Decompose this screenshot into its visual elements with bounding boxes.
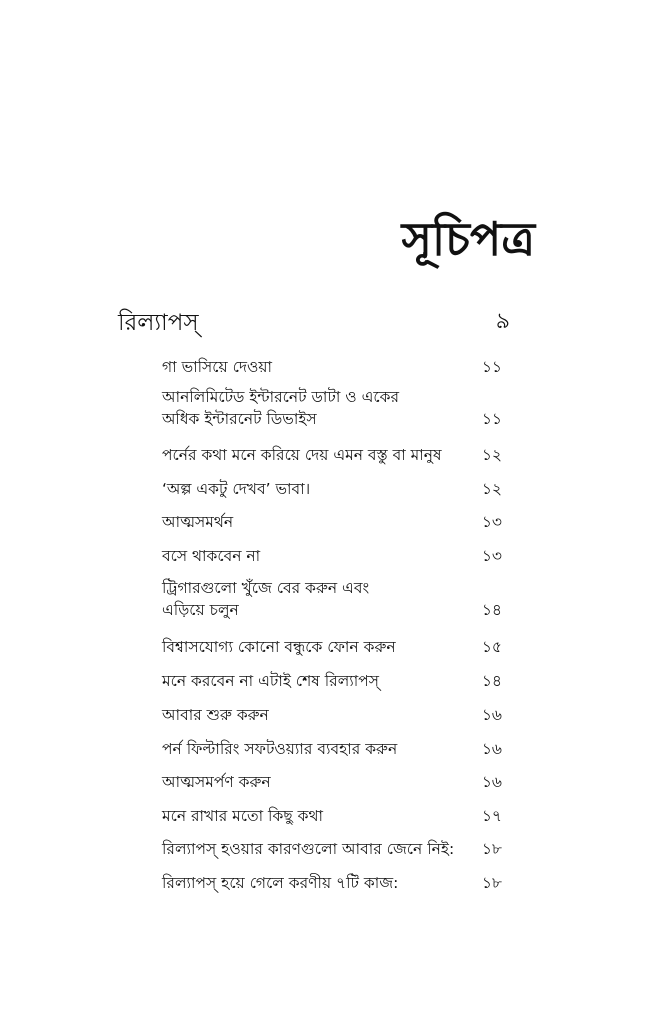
toc-entry-label: আনলিমিটেড ইন্টারনেট ডাটা ও একের অধিক ইন্টারনেট ডিভাইস (162, 388, 399, 428)
toc-entry (162, 478, 502, 500)
toc-entry-label: মনে করবেন না এটাই শেষ রিল্যাপস্ (162, 672, 380, 690)
toc-entry-label: আত্মসমর্থন (162, 513, 234, 531)
toc-entry-label: আত্মসমর্পণ করুন (162, 773, 271, 791)
toc-chapter-heading (118, 304, 510, 338)
toc-entry-page: ১৬ (481, 740, 502, 758)
toc-entry (162, 511, 502, 533)
page-title: সূচিপত্র (401, 212, 535, 266)
toc-entry-label: রিল্যাপস্ হওয়ার কারণগুলো আবার জেনে নিই: (162, 840, 455, 858)
toc-entry-page: ১৬ (481, 773, 502, 791)
toc-entry (162, 444, 502, 466)
toc-entry-label: রিল্যাপস্ হয়ে গেলে করণীয় ৭টি কাজ: (162, 874, 399, 892)
toc-entry-page: ১২ (481, 446, 502, 464)
toc-entry (162, 872, 502, 894)
toc-entry-label: পর্ন ফিল্টারিং সফটওয়্যার ব্যবহার করুন (162, 740, 398, 758)
toc-entry-page: ১৩ (481, 547, 502, 565)
toc-entry-page: ১৮ (481, 840, 502, 858)
toc-entry-label: গা ভাসিয়ে দেওয়া (162, 358, 273, 376)
toc-entry-page: ১৫ (481, 638, 502, 656)
toc-entry-page: ১২ (481, 480, 502, 498)
toc-entry (162, 838, 502, 860)
toc-entry-label: মনে রাখার মতো কিছু কথা (162, 807, 324, 825)
toc-entry-label: ট্রিগারগুলো খুঁজে বের করুন এবং এড়িয়ে চলুন (162, 579, 370, 619)
toc-entry-label: আবার শুরু করুন (162, 706, 269, 724)
toc-entry-page: ১৬ (481, 706, 502, 724)
toc-entry (162, 738, 502, 760)
toc-entry-page: ১৩ (481, 513, 502, 531)
toc-entry (162, 577, 502, 621)
toc-entry (162, 356, 502, 378)
toc-entry-label: ‘অল্প একটু দেখব’ ভাবা। (162, 480, 311, 498)
toc-entry (162, 805, 502, 827)
chapter-page-number: ৯ (495, 309, 510, 334)
toc-entry-page: ১১ (481, 358, 502, 376)
chapter-label: রিল্যাপস্ (118, 310, 199, 336)
toc-entry (162, 771, 502, 793)
toc-entry (162, 386, 502, 430)
toc-entry-page: ১৪ (481, 672, 502, 690)
toc-entry-page: ১৪ (481, 601, 502, 619)
toc-entry-label: বিশ্বাসযোগ্য কোনো বন্ধুকে ফোন করুন (162, 638, 396, 656)
toc-entry (162, 704, 502, 726)
toc-entry-label: বসে থাকবেন না (162, 547, 261, 565)
toc-entry (162, 545, 502, 567)
toc-entry-page: ১৭ (481, 807, 502, 825)
toc-entry-page: ১১ (481, 410, 502, 428)
toc-entry (162, 670, 502, 692)
toc-entry (162, 636, 502, 658)
toc-entry-page: ১৮ (481, 874, 502, 892)
toc-entry-label: পর্নের কথা মনে করিয়ে দেয় এমন বস্তু বা মানুষ (162, 446, 442, 464)
